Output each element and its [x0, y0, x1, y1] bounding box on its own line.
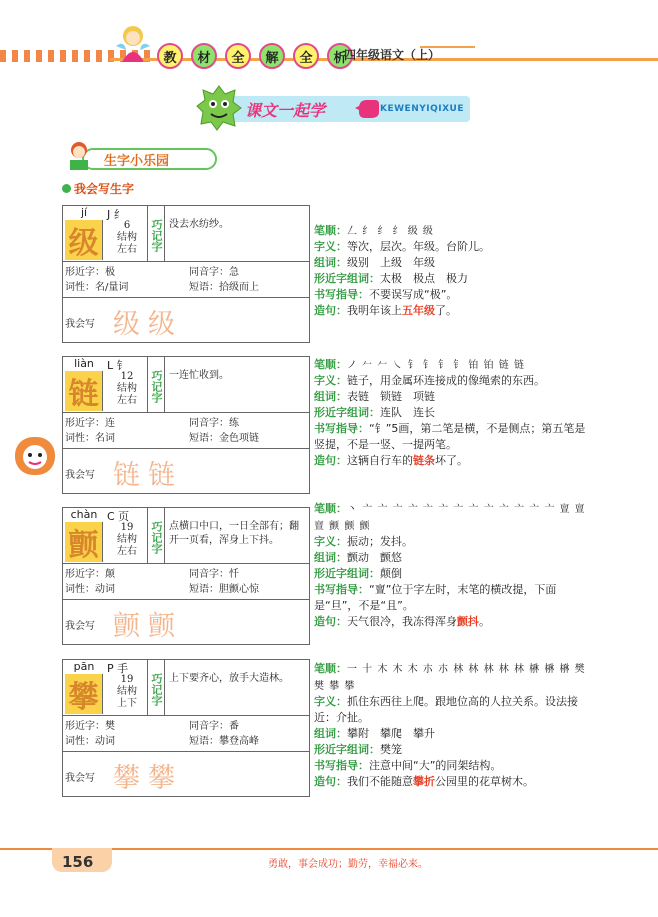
stroke-count: 19 [120, 522, 134, 533]
phrase-label: 短语： [189, 433, 219, 444]
stroke-count: 12 [120, 371, 134, 382]
writing-guide: “钅”5画，第二笔是横，不是侧点；第五笔是竖提，不是一竖、一提两笔。 [314, 422, 586, 451]
mnemonic-text: 一连忙收到。 [169, 370, 229, 381]
practice-characters: 颤颤 [113, 611, 183, 642]
stroke-count: 6 [123, 220, 131, 231]
phrase-label: 短语： [189, 584, 219, 595]
similar-words-line [314, 566, 594, 582]
meaning-label: 字义： [314, 535, 347, 548]
stroke-order-label: 笔顺： [314, 358, 347, 371]
writing-guide-line [314, 758, 594, 774]
words: 攀附 攀爬 攀升 [347, 727, 435, 740]
similar-words: 连队 连长 [380, 406, 435, 419]
pinyin: pān [73, 660, 95, 673]
meaning-line [314, 239, 594, 255]
homophone-row [189, 416, 239, 431]
practice-label: 我会写 [65, 621, 95, 632]
sentence-highlight: 攀折 [413, 775, 435, 788]
character: 颤 [65, 522, 103, 562]
practice-label: 我会写 [65, 470, 95, 481]
practice-row [63, 752, 309, 796]
stroke-order-line [314, 222, 594, 239]
mnemonic-label: 巧记字 [147, 508, 165, 564]
footer-motto: 勇敢，事会成功；勤劳，幸福必来。 [268, 859, 428, 870]
stroke-order: 一 十 木 木 木 朩 朩 林 林 林 林 林 楙 楙 楙 樊 樊 攀 攀 [314, 664, 586, 692]
similar-words: 颠倒 [380, 567, 402, 580]
meaning: 振动；发抖。 [347, 535, 413, 548]
stroke-info [107, 522, 147, 558]
homophone-value: 忏 [229, 569, 239, 580]
pos-row [65, 431, 189, 446]
sentence-end: 公园里的花草树木。 [435, 775, 534, 788]
similar-char-row [65, 416, 189, 431]
structure-label: 结构 [117, 232, 137, 243]
structure-label: 结构 [117, 534, 137, 545]
writing-guide: 不要误写成“极”。 [369, 288, 458, 301]
stroke-order-label: 笔顺： [314, 502, 347, 515]
meaning: 抓住东西往上爬。跟地位高的人拉关系。设法接近：介扯。 [314, 695, 578, 724]
sentence-start: 我明年该上 [347, 304, 402, 317]
homophone-label: 同音字： [189, 418, 229, 429]
char-card-chan [62, 507, 310, 645]
phrase-value: 拾级而上 [219, 282, 259, 293]
sentence-highlight: 五年级 [402, 304, 435, 317]
card-top [63, 206, 309, 262]
meaning: 等次，层次。年级。台阶儿。 [347, 240, 490, 253]
pos-label: 词性： [65, 433, 95, 444]
similar-words-label: 形近字组词： [314, 272, 380, 285]
card-info [63, 716, 309, 752]
character: 攀 [65, 674, 103, 714]
structure-label: 结构 [117, 686, 137, 697]
explanation-chan [314, 500, 594, 630]
pos-label: 词性： [65, 736, 95, 747]
grade-label: 四年级语文（上） [344, 48, 441, 62]
homophone-row [189, 265, 239, 280]
practice-row [63, 449, 309, 493]
pos-value: 名/量词 [95, 282, 129, 293]
stroke-order: 丶 亠 亠 亠 亠 亠 亠 亠 亠 亠 亠 亠 亠 亠 亶 亶 亶 颤 颤 颤 [314, 504, 586, 532]
card-info [63, 564, 309, 600]
homophone-row [189, 719, 239, 734]
character: 链 [65, 371, 103, 411]
words-line [314, 389, 594, 405]
phrase-row [189, 431, 259, 446]
mnemonic-text: 点横口中口，一日全部有；翻开一页看，浑身上下抖。 [169, 521, 299, 546]
words-line [314, 255, 594, 271]
green-monster-icon [195, 82, 243, 132]
mnemonic-text: 上下要齐心，放手大造林。 [169, 673, 289, 684]
structure-value: 左右 [117, 244, 137, 255]
header-bubble: 解 [259, 43, 285, 69]
phrase-row [189, 734, 259, 749]
writing-guide-label: 书写指导： [314, 759, 369, 772]
sentence-label: 造句： [314, 304, 347, 317]
pinyin: jí [80, 206, 88, 219]
phrase-row [189, 280, 259, 295]
meaning-line [314, 534, 594, 550]
writing-guide-label: 书写指导： [314, 422, 369, 435]
header-bubble: 全 [293, 43, 319, 69]
card-info [63, 413, 309, 449]
similar-words-label: 形近字组词： [314, 743, 380, 756]
words-label: 组词： [314, 727, 347, 740]
homophone-label: 同音字： [189, 721, 229, 732]
phrase-value: 攀登高峰 [219, 736, 259, 747]
header-title-bubbles [157, 43, 353, 69]
similar-label: 形近字： [65, 721, 105, 732]
similar-value: 樊 [105, 721, 115, 732]
phrase-label: 短语： [189, 736, 219, 747]
homophone-value: 急 [229, 267, 239, 278]
writing-guide: “亶”位于字左时，末笔的横改提，下面是“旦”，不是“且”。 [314, 583, 557, 612]
sentence-end: 。 [479, 615, 490, 628]
explanation-pan [314, 660, 594, 790]
character: 级 [65, 220, 103, 260]
sentence-line [314, 453, 594, 469]
words: 级别 上级 年级 [347, 256, 435, 269]
phrase-label: 短语： [189, 282, 219, 293]
similar-words-line [314, 271, 594, 287]
similar-char-row [65, 719, 189, 734]
sentence-line [314, 614, 594, 630]
similar-char-row [65, 567, 189, 582]
header-bubble: 教 [157, 43, 183, 69]
structure-value: 左右 [117, 395, 137, 406]
header-bubble: 全 [225, 43, 251, 69]
subtitle-text: 生字小乐园 [104, 154, 170, 169]
sentence-end: 了。 [435, 304, 457, 317]
writing-guide-label: 书写指导： [314, 583, 369, 596]
sentence-end: 坏了。 [435, 454, 468, 467]
side-mascot-icon [15, 437, 55, 475]
similar-label: 形近字： [65, 418, 105, 429]
meaning: 链子，用金属环连接成的像绳索的东西。 [347, 374, 545, 387]
sentence-line [314, 774, 594, 790]
green-dot-icon [62, 184, 71, 193]
banner-pinyin: KEWENYIQIXUE [380, 104, 464, 114]
sentence-start: 这辆自行车的 [347, 454, 413, 467]
similar-label: 形近字： [65, 267, 105, 278]
structure-value: 左右 [117, 546, 137, 557]
card-top [63, 660, 309, 716]
pos-value: 动词 [95, 584, 115, 595]
similar-label: 形近字： [65, 569, 105, 580]
pos-value: 名词 [95, 433, 115, 444]
card-top [63, 508, 309, 564]
pos-value: 动词 [95, 736, 115, 747]
writing-guide-label: 书写指导： [314, 288, 369, 301]
sentence-line [314, 303, 594, 319]
stroke-order-label: 笔顺： [314, 662, 347, 675]
phrase-row [189, 582, 259, 597]
practice-characters: 级级 [113, 309, 183, 340]
stroke-order-line [314, 356, 594, 373]
pos-label: 词性： [65, 584, 95, 595]
sentence-label: 造句： [314, 775, 347, 788]
mnemonic-label: 巧记字 [147, 357, 165, 413]
phrase-value: 金色项链 [219, 433, 259, 444]
similar-value: 连 [105, 418, 115, 429]
structure-label: 结构 [117, 383, 137, 394]
header-bubble: 材 [191, 43, 217, 69]
words-line [314, 550, 594, 566]
kid-reading-icon [64, 140, 94, 172]
explanation-ji [314, 222, 594, 319]
char-card-ji [62, 205, 310, 343]
mnemonic-label: 巧记字 [147, 206, 165, 262]
card-info [63, 262, 309, 298]
writing-guide-line [314, 421, 594, 453]
stroke-order-line [314, 500, 594, 534]
pos-row [65, 734, 189, 749]
writing-guide-line [314, 287, 594, 303]
words-label: 组词： [314, 390, 347, 403]
similar-words-label: 形近字组词： [314, 567, 380, 580]
sentence-start: 我们不能随意 [347, 775, 413, 788]
pinyin: chàn [70, 508, 98, 521]
stroke-order-label: 笔顺： [314, 224, 347, 237]
mnemonic-label: 巧记字 [147, 660, 165, 716]
words-label: 组词： [314, 256, 347, 269]
meaning-label: 字义： [314, 240, 347, 253]
radical: J 纟 [107, 208, 125, 221]
header-tail-line [420, 46, 475, 58]
section-subtitle [62, 140, 217, 174]
page-number: 156 [62, 853, 94, 871]
practice-characters: 攀攀 [113, 763, 183, 794]
words-label: 组词： [314, 551, 347, 564]
radical: P 手 [107, 662, 129, 675]
homophone-value: 番 [229, 721, 239, 732]
write-section-label: 我会写生字 [74, 182, 135, 196]
pos-row [65, 582, 189, 597]
meaning-label: 字义： [314, 374, 347, 387]
homophone-label: 同音字： [189, 267, 229, 278]
meaning-line [314, 694, 594, 726]
similar-value: 颠 [105, 569, 115, 580]
section-banner [195, 82, 470, 132]
fairy-mascot-icon [112, 22, 154, 66]
sentence-highlight: 链条 [413, 454, 435, 467]
write-section-title [62, 180, 134, 197]
stroke-count: 19 [120, 674, 134, 685]
homophone-value: 练 [229, 418, 239, 429]
mnemonic-text: 没去水纺纱。 [169, 219, 229, 230]
sentence-label: 造句： [314, 615, 347, 628]
meaning-label: 字义： [314, 695, 347, 708]
writing-guide: 注意中间“大”的同架结构。 [369, 759, 502, 772]
pos-label: 词性： [65, 282, 95, 293]
practice-row [63, 298, 309, 342]
similar-words-line [314, 742, 594, 758]
practice-characters: 链链 [113, 460, 183, 491]
similar-words-line [314, 405, 594, 421]
stroke-order: ノ 𠂉 𠂉 ㇏ 钅 钅 钅 钅 铂 铂 链 链 [347, 360, 525, 371]
similar-value: 极 [105, 267, 115, 278]
sentence-label: 造句： [314, 454, 347, 467]
stroke-info [107, 371, 147, 407]
writing-guide-line [314, 582, 594, 614]
pinyin: liàn [74, 357, 94, 370]
similar-words: 樊笼 [380, 743, 402, 756]
explanation-lian [314, 356, 594, 469]
similar-words-label: 形近字组词： [314, 406, 380, 419]
char-card-lian [62, 356, 310, 494]
header-bubble: 析 [327, 43, 353, 69]
stroke-info [107, 674, 147, 710]
sentence-start: 天气很冷，我冻得浑身 [347, 615, 457, 628]
words: 表链 锁链 项链 [347, 390, 435, 403]
phrase-value: 胆颤心惊 [219, 584, 259, 595]
homophone-label: 同音字： [189, 569, 229, 580]
radical: L 钅 [107, 359, 128, 372]
sentence-highlight: 颤抖 [457, 615, 479, 628]
banner-title: 课文一起学 [245, 101, 326, 120]
char-card-pan [62, 659, 310, 797]
pos-row [65, 280, 189, 295]
stroke-order-line [314, 660, 594, 694]
structure-value: 上下 [117, 698, 137, 709]
card-top [63, 357, 309, 413]
practice-label: 我会写 [65, 319, 95, 330]
stroke-info [107, 220, 147, 256]
similar-words: 太极 极点 极力 [380, 272, 468, 285]
words: 颤动 颤悠 [347, 551, 402, 564]
similar-char-row [65, 265, 189, 280]
hand-pointer-icon [355, 94, 381, 122]
meaning-line [314, 373, 594, 389]
words-line [314, 726, 594, 742]
practice-label: 我会写 [65, 773, 95, 784]
homophone-row [189, 567, 239, 582]
practice-row [63, 600, 309, 644]
radical: C 页 [107, 510, 130, 523]
stroke-order: 𠃋 纟 纟 纟 级 级 [347, 226, 434, 237]
